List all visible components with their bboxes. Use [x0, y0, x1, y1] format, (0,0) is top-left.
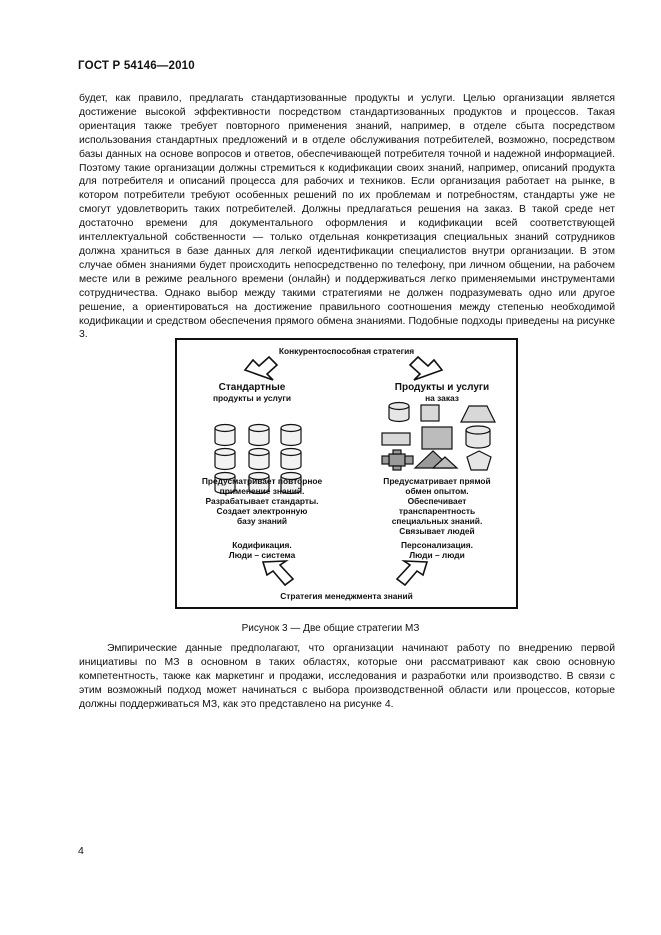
left-description-line-2: применение знаний.	[219, 486, 305, 496]
square-shape-icon	[421, 405, 439, 421]
right-description-line-6: Связывает людей	[399, 526, 475, 536]
cylinder-icon	[281, 425, 301, 446]
pentagon-shape-icon	[467, 451, 491, 470]
right-column-title-line-1: Продукты и услуги	[394, 382, 490, 393]
body-paragraph-2: Эмпирические данные предполагают, что организации начинают работу по внедрению первой инициативы по МЗ в основном в таких областях, которые они рассматривают как свою основную компетентность, также как маркетинг и продажи, исследования и разработки или производство. В связи с этим возможный подход может начинаться с выбора производственной области или процессов, которые должны поддерживаться МЗ, как это представлено на рисунке 4.	[79, 643, 615, 710]
cylinder-icon	[249, 425, 269, 446]
personalization-label: Персонализация.	[401, 540, 473, 550]
people-people-label: Люди – люди	[409, 550, 465, 560]
cylinder-icon	[389, 403, 409, 422]
right-description-line-2: обмен опытом.	[405, 486, 469, 496]
left-description-line-3: Разрабатывает стандарты.	[205, 496, 319, 506]
trapezoid-shape-icon	[461, 406, 495, 422]
right-column-title-line-2: на заказ	[425, 393, 459, 403]
right-description-line-1: Предусматривает прямой	[383, 476, 491, 486]
cylinder-icon	[249, 449, 269, 470]
left-description-line-1: Предусматривает повторное	[201, 476, 323, 486]
rectangle-shape-icon	[382, 433, 410, 445]
arrow-up-right-icon	[397, 561, 427, 585]
right-description-line-3: Обеспечивает	[407, 496, 467, 506]
left-description-line-4: Создает электронную	[216, 506, 308, 516]
cylinder-icon	[466, 426, 490, 448]
arrow-down-left-icon	[245, 357, 277, 380]
left-column-title-line-1: Стандартные	[218, 382, 286, 393]
right-description-line-5: специальных знаний.	[391, 516, 483, 526]
arrow-up-left-icon	[263, 561, 293, 585]
gear-block-icon	[382, 450, 413, 470]
people-system-label: Люди – система	[228, 550, 296, 560]
document-code-header: ГОСТ Р 54146—2010	[78, 60, 195, 72]
large-square-shape-icon	[422, 427, 452, 449]
body-paragraph-1: будет, как правило, предлагать стандартизованные продукты и услуги. Целью организации является достижение высокой эффективности посредством стандартизованных продуктов и процессов. Такая ориентация также требует повторного применения знаний, например, в отделе сбыта посредством использования стандартных предложений и в отделе обслуживания потребителей, возможно, посредством базы данных на основе вопросов и ответов, обеспечивающей потребителя точной и надежной информацией. Поэтому такие организации должны стремиться к кодификации своих знаний, например, описаний продукта для потребителя и описаний процесса для рабочих и техников. Если организация работает на рынке, в котором потребители требуют особенных решений по их проблемам и потребностям, стандарты уже не смогут удовлетворить таких потребителей. Должны предлагаться решения на заказ. В такой среде нет достаточно времени для документального оформления и кодификации всей соответствующей интеллектуальной собственности — только отдельная конкретизация специальных знаний сотрудников должна храниться в базе данных для легкой идентификации специалистов внутри организации. В этом случае обмен знаниями будет происходить непосредственно по телефону, при личном общении, на рабочем месте или в режиме реального времени (онлайн) и поддерживаться легко применяемыми инструментами сотрудничества. Однако выбор между такими стратегиями не должен подразумевать одно или другое решение, а ориентироваться на достижение правильного соотношения между степенью необходимой кодификации и средством обеспечения прямого обмена знаниями. Подобные подходы приведены на рисунке 3.	[79, 93, 615, 341]
arrow-down-right-icon	[410, 357, 442, 380]
figure-caption: Рисунок 3 — Две общие стратегии МЗ	[241, 623, 420, 634]
codification-label: Кодификация.	[232, 540, 292, 550]
cylinder-icon	[281, 449, 301, 470]
figure-drawing	[177, 340, 516, 607]
figure-3-strategies-diagram	[175, 338, 518, 609]
cylinder-icon	[215, 425, 235, 446]
custom-shapes-group	[382, 403, 495, 471]
left-column-title-line-2: продукты и услуги	[212, 393, 292, 403]
km-strategy-label: Стратегия менеджмента знаний	[280, 591, 413, 601]
right-description-line-4: транспарентность	[398, 506, 476, 516]
competitive-strategy-label: Конкурентоспособная стратегия	[278, 346, 415, 356]
left-description-line-5: базу знаний	[236, 516, 288, 526]
cylinder-icon	[215, 449, 235, 470]
page-number: 4	[78, 845, 84, 857]
